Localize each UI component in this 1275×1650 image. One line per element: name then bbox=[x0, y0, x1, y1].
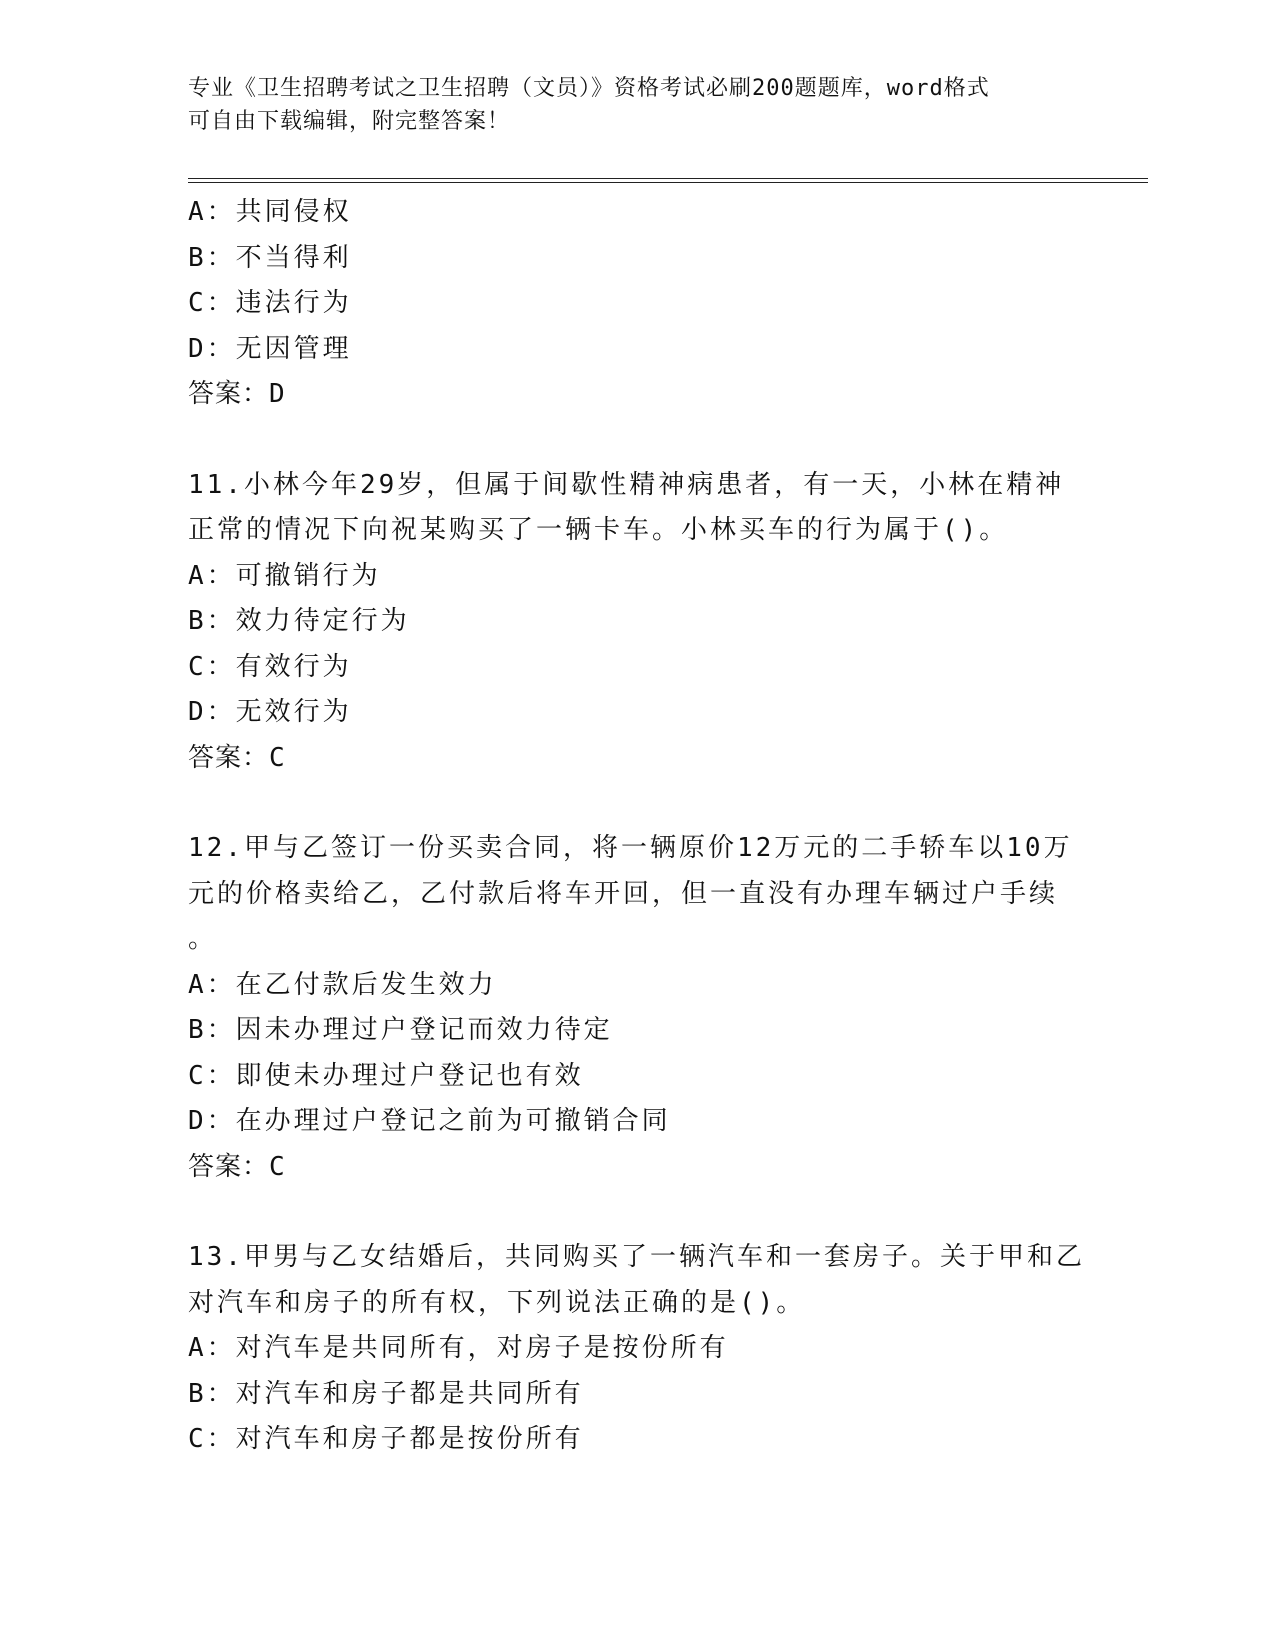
option-a: A：对汽车是共同所有，对房子是按份所有 bbox=[188, 1333, 729, 1363]
option-d: D：无因管理 bbox=[188, 333, 352, 364]
question-stem-line: 。 bbox=[188, 924, 218, 954]
option-d: D：在办理过户登记之前为可撤销合同 bbox=[188, 1106, 671, 1136]
option-b: B：不当得利 bbox=[188, 242, 352, 273]
question-13 bbox=[188, 1235, 1148, 1463]
spacer bbox=[188, 1190, 1148, 1235]
answer-line: 答案：C bbox=[188, 1151, 286, 1182]
answer-line: 答案：C bbox=[188, 742, 286, 773]
header-title-line-2: 可自由下载编辑，附完整答案！ bbox=[188, 109, 511, 134]
option-b: B：因未办理过户登记而效力待定 bbox=[188, 1015, 613, 1045]
question-11 bbox=[188, 463, 1148, 782]
option-a: A：可撤销行为 bbox=[188, 560, 381, 591]
option-c: C：即使未办理过户登记也有效 bbox=[188, 1060, 584, 1091]
option-c: C：违法行为 bbox=[188, 288, 352, 318]
header-divider bbox=[188, 178, 1148, 183]
answer-line: 答案：D bbox=[188, 379, 286, 409]
option-d: D：无效行为 bbox=[188, 697, 352, 727]
option-c: C：有效行为 bbox=[188, 651, 352, 682]
option-b: B：对汽车和房子都是共同所有 bbox=[188, 1378, 584, 1409]
header-title-line-1: 专业《卫生招聘考试之卫生招聘（文员）》资格考试必刷200题题库，word格式 bbox=[188, 76, 990, 101]
document-header bbox=[188, 72, 1068, 138]
question-12 bbox=[188, 826, 1148, 1190]
option-c: C：对汽车和房子都是按份所有 bbox=[188, 1424, 584, 1454]
option-a: A：共同侵权 bbox=[188, 197, 352, 227]
question-stem-line: 12.甲与乙签订一份买卖合同，将一辆原价12万元的二手轿车以10万 bbox=[188, 833, 1073, 863]
question-stem-line: 元的价格卖给乙，乙付款后将车开回，但一直没有办理车辆过户手续 bbox=[188, 878, 1059, 909]
question-stem-line: 正常的情况下向祝某购买了一辆卡车。小林买车的行为属于()。 bbox=[188, 515, 1009, 545]
option-b: B：效力待定行为 bbox=[188, 606, 410, 636]
option-a: A：在乙付款后发生效力 bbox=[188, 969, 497, 1000]
spacer bbox=[188, 418, 1148, 463]
spacer bbox=[188, 781, 1148, 826]
question-stem-line: 11.小林今年29岁，但属于间歇性精神病患者，有一天，小林在精神 bbox=[188, 469, 1065, 500]
question-stem-line: 对汽车和房子的所有权，下列说法正确的是()。 bbox=[188, 1287, 806, 1318]
question-stem-line: 13.甲男与乙女结婚后，共同购买了一辆汽车和一套房子。关于甲和乙 bbox=[188, 1242, 1085, 1272]
question-10-continued bbox=[188, 190, 1148, 418]
question-list bbox=[188, 190, 1148, 1463]
